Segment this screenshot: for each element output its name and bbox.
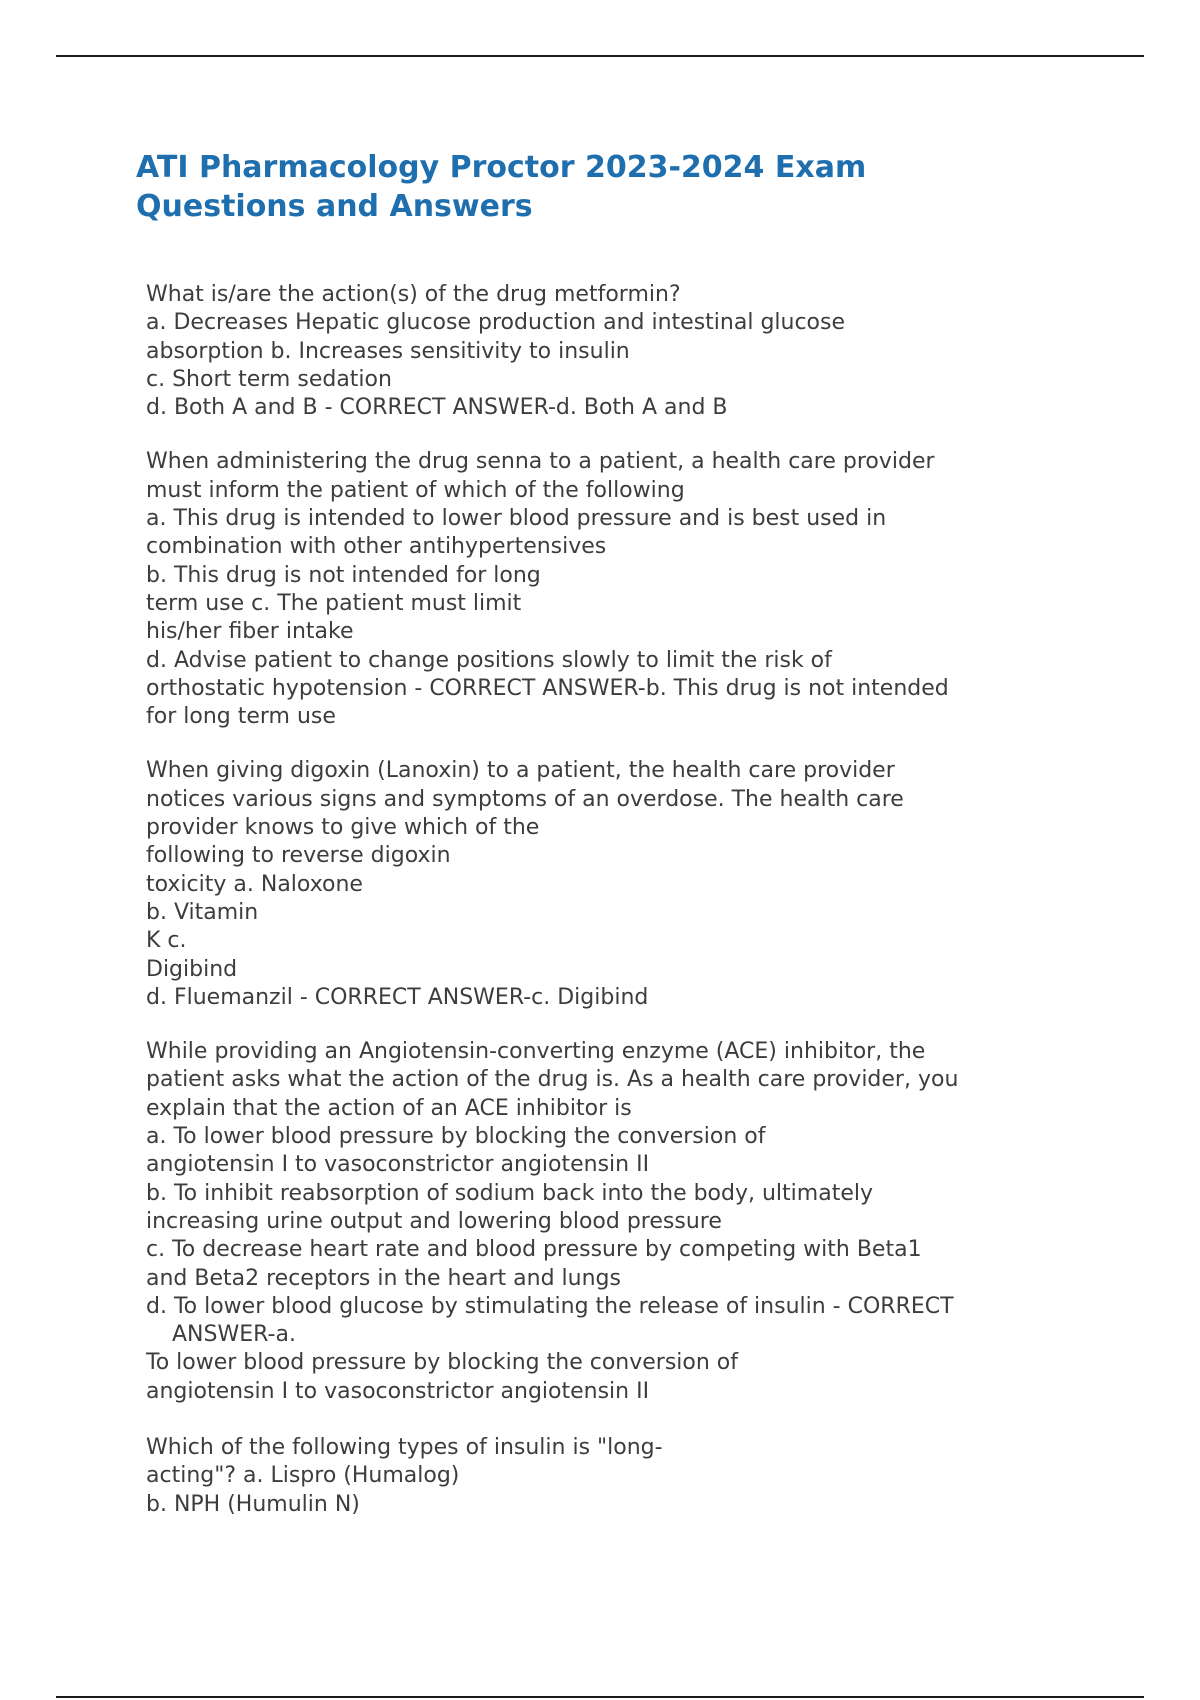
question-line: b. To inhibit reabsorption of sodium back into the body, ultimately	[146, 1180, 873, 1206]
question-line: acting"? a. Lispro (Humalog)	[146, 1463, 460, 1489]
question-line: term use c. The patient must limit	[146, 590, 522, 616]
question-line: orthostatic hypotension - CORRECT ANSWER-b. This drug is not intended	[146, 675, 949, 701]
question-line: increasing urine output and lowering blood pressure	[146, 1208, 722, 1234]
question-line: When giving digoxin (Lanoxin) to a patient, the health care provider	[146, 758, 895, 784]
question-line: notices various signs and symptoms of an overdose. The health care	[146, 786, 904, 812]
question-line: K c.	[146, 928, 187, 954]
question-line: angiotensin I to vasoconstrictor angiotensin II	[146, 1378, 650, 1404]
question-block-ace-inhibitor	[146, 1038, 1046, 1406]
question-line: toxicity a. Naloxone	[146, 871, 363, 897]
document-title	[136, 148, 1036, 226]
title-line: ATI Pharmacology Proctor 2023-2024 Exam	[136, 150, 867, 185]
question-line: b. Vitamin	[146, 899, 259, 925]
question-line: d. Both A and B - CORRECT ANSWER-d. Both A and B	[146, 395, 728, 421]
question-line: and Beta2 receptors in the heart and lungs	[146, 1265, 621, 1291]
question-line: Digibind	[146, 956, 238, 982]
question-line: To lower blood pressure by blocking the conversion of	[146, 1350, 739, 1376]
question-line: provider knows to give which of the	[146, 815, 540, 841]
question-line: explain that the action of an ACE inhibitor is	[146, 1095, 632, 1121]
question-line: following to reverse digoxin	[146, 843, 451, 869]
bottom-divider	[56, 1696, 1144, 1698]
title-line: Questions and Answers	[136, 189, 533, 224]
question-line: his/her fiber intake	[146, 619, 354, 645]
question-line: Which of the following types of insulin is "long-	[146, 1434, 663, 1460]
question-line: b. This drug is not intended for long	[146, 562, 541, 588]
question-line: a. To lower blood pressure by blocking the conversion of	[146, 1124, 766, 1150]
question-line: While providing an Angiotensin-converting enzyme (ACE) inhibitor, the	[146, 1039, 926, 1065]
question-line: absorption b. Increases sensitivity to insulin	[146, 338, 630, 364]
question-block-insulin	[146, 1434, 1046, 1519]
top-divider	[56, 55, 1144, 57]
question-line: c. Short term sedation	[146, 366, 392, 392]
question-line: angiotensin I to vasoconstrictor angiotensin II	[146, 1152, 650, 1178]
question-line: must inform the patient of which of the following	[146, 477, 685, 503]
question-line: d. To lower blood glucose by stimulating the release of insulin - CORRECT	[146, 1293, 954, 1319]
question-line: d. Advise patient to change positions slowly to limit the risk of	[146, 647, 832, 673]
question-block-metformin	[146, 281, 1046, 422]
question-line: What is/are the action(s) of the drug metformin?	[146, 282, 681, 307]
question-line: a. This drug is intended to lower blood pressure and is best used in	[146, 506, 887, 532]
question-block-digoxin	[146, 757, 1046, 1012]
question-line: b. NPH (Humulin N)	[146, 1491, 360, 1517]
question-line: When administering the drug senna to a patient, a health care provider	[146, 449, 935, 475]
question-line: patient asks what the action of the drug is. As a health care provider, you	[146, 1067, 959, 1093]
questions-content	[146, 281, 1046, 1545]
question-line: combination with other antihypertensives	[146, 534, 607, 560]
question-line: d. Fluemanzil - CORRECT ANSWER-c. Digibind	[146, 984, 649, 1010]
question-line: for long term use	[146, 704, 336, 730]
question-line: c. To decrease heart rate and blood pressure by competing with Beta1	[146, 1237, 922, 1263]
question-line: ANSWER-a.	[172, 1322, 296, 1348]
question-block-senna	[146, 448, 1046, 731]
question-line: a. Decreases Hepatic glucose production and intestinal glucose	[146, 310, 846, 336]
